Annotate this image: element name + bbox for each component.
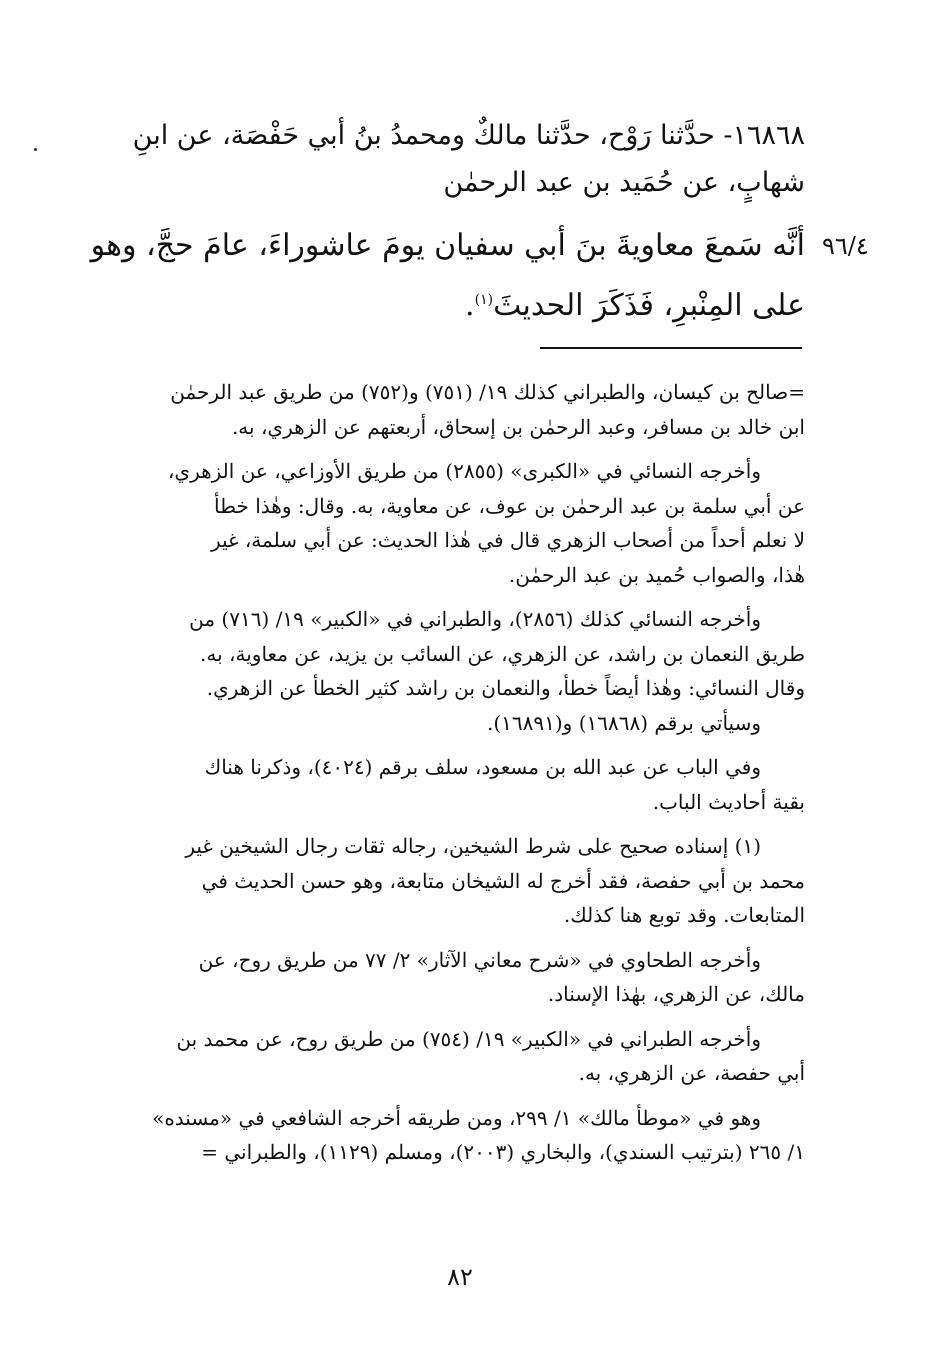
footnote-paragraph xyxy=(100,602,805,740)
footnote-line: بقية أحاديث الباب. xyxy=(652,789,805,814)
footnote-line: عن أبي سلمة بن عبد الرحمٰن بن عوف، عن معاوية، به. وقال: وهٰذا خطأ xyxy=(214,493,805,518)
footnote-line: (١) إسناده صحيح على شرط الشيخين، رجاله ثقات رجال الشيخين غير xyxy=(185,834,761,858)
footnote-line: وأخرجه الطحاوي في «شرح معاني الآثار» ٢/ ٧٧ من طريق روح، عن xyxy=(198,947,761,972)
hadith-matn-line-1: أنَّه سَمعَ معاويةَ بنَ أبي سفيان يومَ عاشوراءَ، عامَ حجَّ، وهو xyxy=(90,228,805,263)
footnote-line: وهو في «موطأ مالك» ١/ ٢٩٩، ومن طريقه أخرجه الشافعي في «مسنده» xyxy=(152,1105,761,1130)
footnote-line: وأخرجه النسائي كذلك (٢٨٥٦)، والطبراني في «الكبير» ١٩/ (٧١٦) من xyxy=(189,607,761,631)
footnote-paragraph xyxy=(100,454,805,592)
footnote-line: محمد بن أبي حفصة، فقد أخرج له الشيخان متابعة، وهو حسن الحديث في xyxy=(201,868,805,893)
hadith-isnad-line-2: شهابٍ، عن حُمَيد بن عبد الرحمٰن xyxy=(443,167,805,198)
footnote-paragraph xyxy=(100,1101,805,1170)
margin-volume-page-reference: ٩٦/٤ xyxy=(822,232,869,260)
footnote-line: هٰذا، والصواب حُميد بن عبد الرحمٰن. xyxy=(508,562,805,587)
footnote-line: وسيأتي برقم (١٦٨٦٨) و(١٦٨٩١). xyxy=(486,710,761,735)
footnote-paragraph xyxy=(100,1022,805,1091)
footnote-reference-marker: (١) xyxy=(474,292,494,308)
footnote-line: ١/ ٢٦٥ (بترتيب السندي)، والبخاري (٢٠٠٣)، ومسلم (١١٢٩)، والطبراني = xyxy=(201,1140,805,1164)
page-number: ٨٢ xyxy=(447,1263,473,1291)
hadith-matn-line-2 xyxy=(105,274,805,332)
footnote-line: =صالح بن كيسان، والطبراني كذلك ١٩/ (٧٥١) و(٧٥٢) من طريق عبد الرحمٰن xyxy=(170,380,805,404)
footnote-separator-rule xyxy=(540,347,802,349)
footnote-line: مالك، عن الزهري، بهٰذا الإسناد. xyxy=(547,982,805,1006)
matn-end-punctuation: . xyxy=(465,288,475,323)
footnote-line: وقال النسائي: وهٰذا أيضاً خطأ، والنعمان بن راشد كثير الخطأ عن الزهري. xyxy=(206,676,805,700)
footnote-line: أبي حفصة، عن الزهري، به. xyxy=(578,1061,805,1085)
matn-text: على المِنْبرِ، فَذَكَرَ الحديثَ xyxy=(493,288,805,323)
footnote-paragraph xyxy=(100,375,805,444)
page-speck xyxy=(34,148,37,151)
footnote-line: وأخرجه الطبراني في «الكبير» ١٩/ (٧٥٤) من طريق روح، عن محمد بن xyxy=(176,1026,761,1051)
footnote-line: طريق النعمان بن راشد، عن الزهري، عن السائب بن يزيد، عن معاوية، به. xyxy=(200,641,805,666)
hadith-isnad-line-1: ١٦٨٦٨- حدَّثنا رَوْح، حدَّثنا مالكٌ ومحمدُ بنُ أبي حَفْصَة، عن ابنِ xyxy=(132,120,805,151)
footnote-line: المتابعات. وقد توبع هنا كذلك. xyxy=(563,903,805,927)
footnote-paragraph xyxy=(100,943,805,1012)
footnote-line: لا نعلم أحداً من أصحاب الزهري قال في هٰذا الحديث: عن أبي سلمة، غير xyxy=(210,528,805,552)
footnote-paragraph xyxy=(100,750,805,819)
footnote-line: وأخرجه النسائي في «الكبرى» (٢٨٥٥) من طريق الأوزاعي، عن الزهري، xyxy=(167,459,761,483)
footnotes-section xyxy=(100,375,805,1170)
footnote-line: ابن خالد بن مسافر، وعبد الرحمٰن بن إسحاق، أربعتهم عن الزهري، به. xyxy=(231,414,805,439)
footnote-paragraph xyxy=(100,829,805,933)
footnote-line: وفي الباب عن عبد الله بن مسعود، سلف برقم (٤٠٢٤)، وذكرنا هناك xyxy=(204,755,761,779)
